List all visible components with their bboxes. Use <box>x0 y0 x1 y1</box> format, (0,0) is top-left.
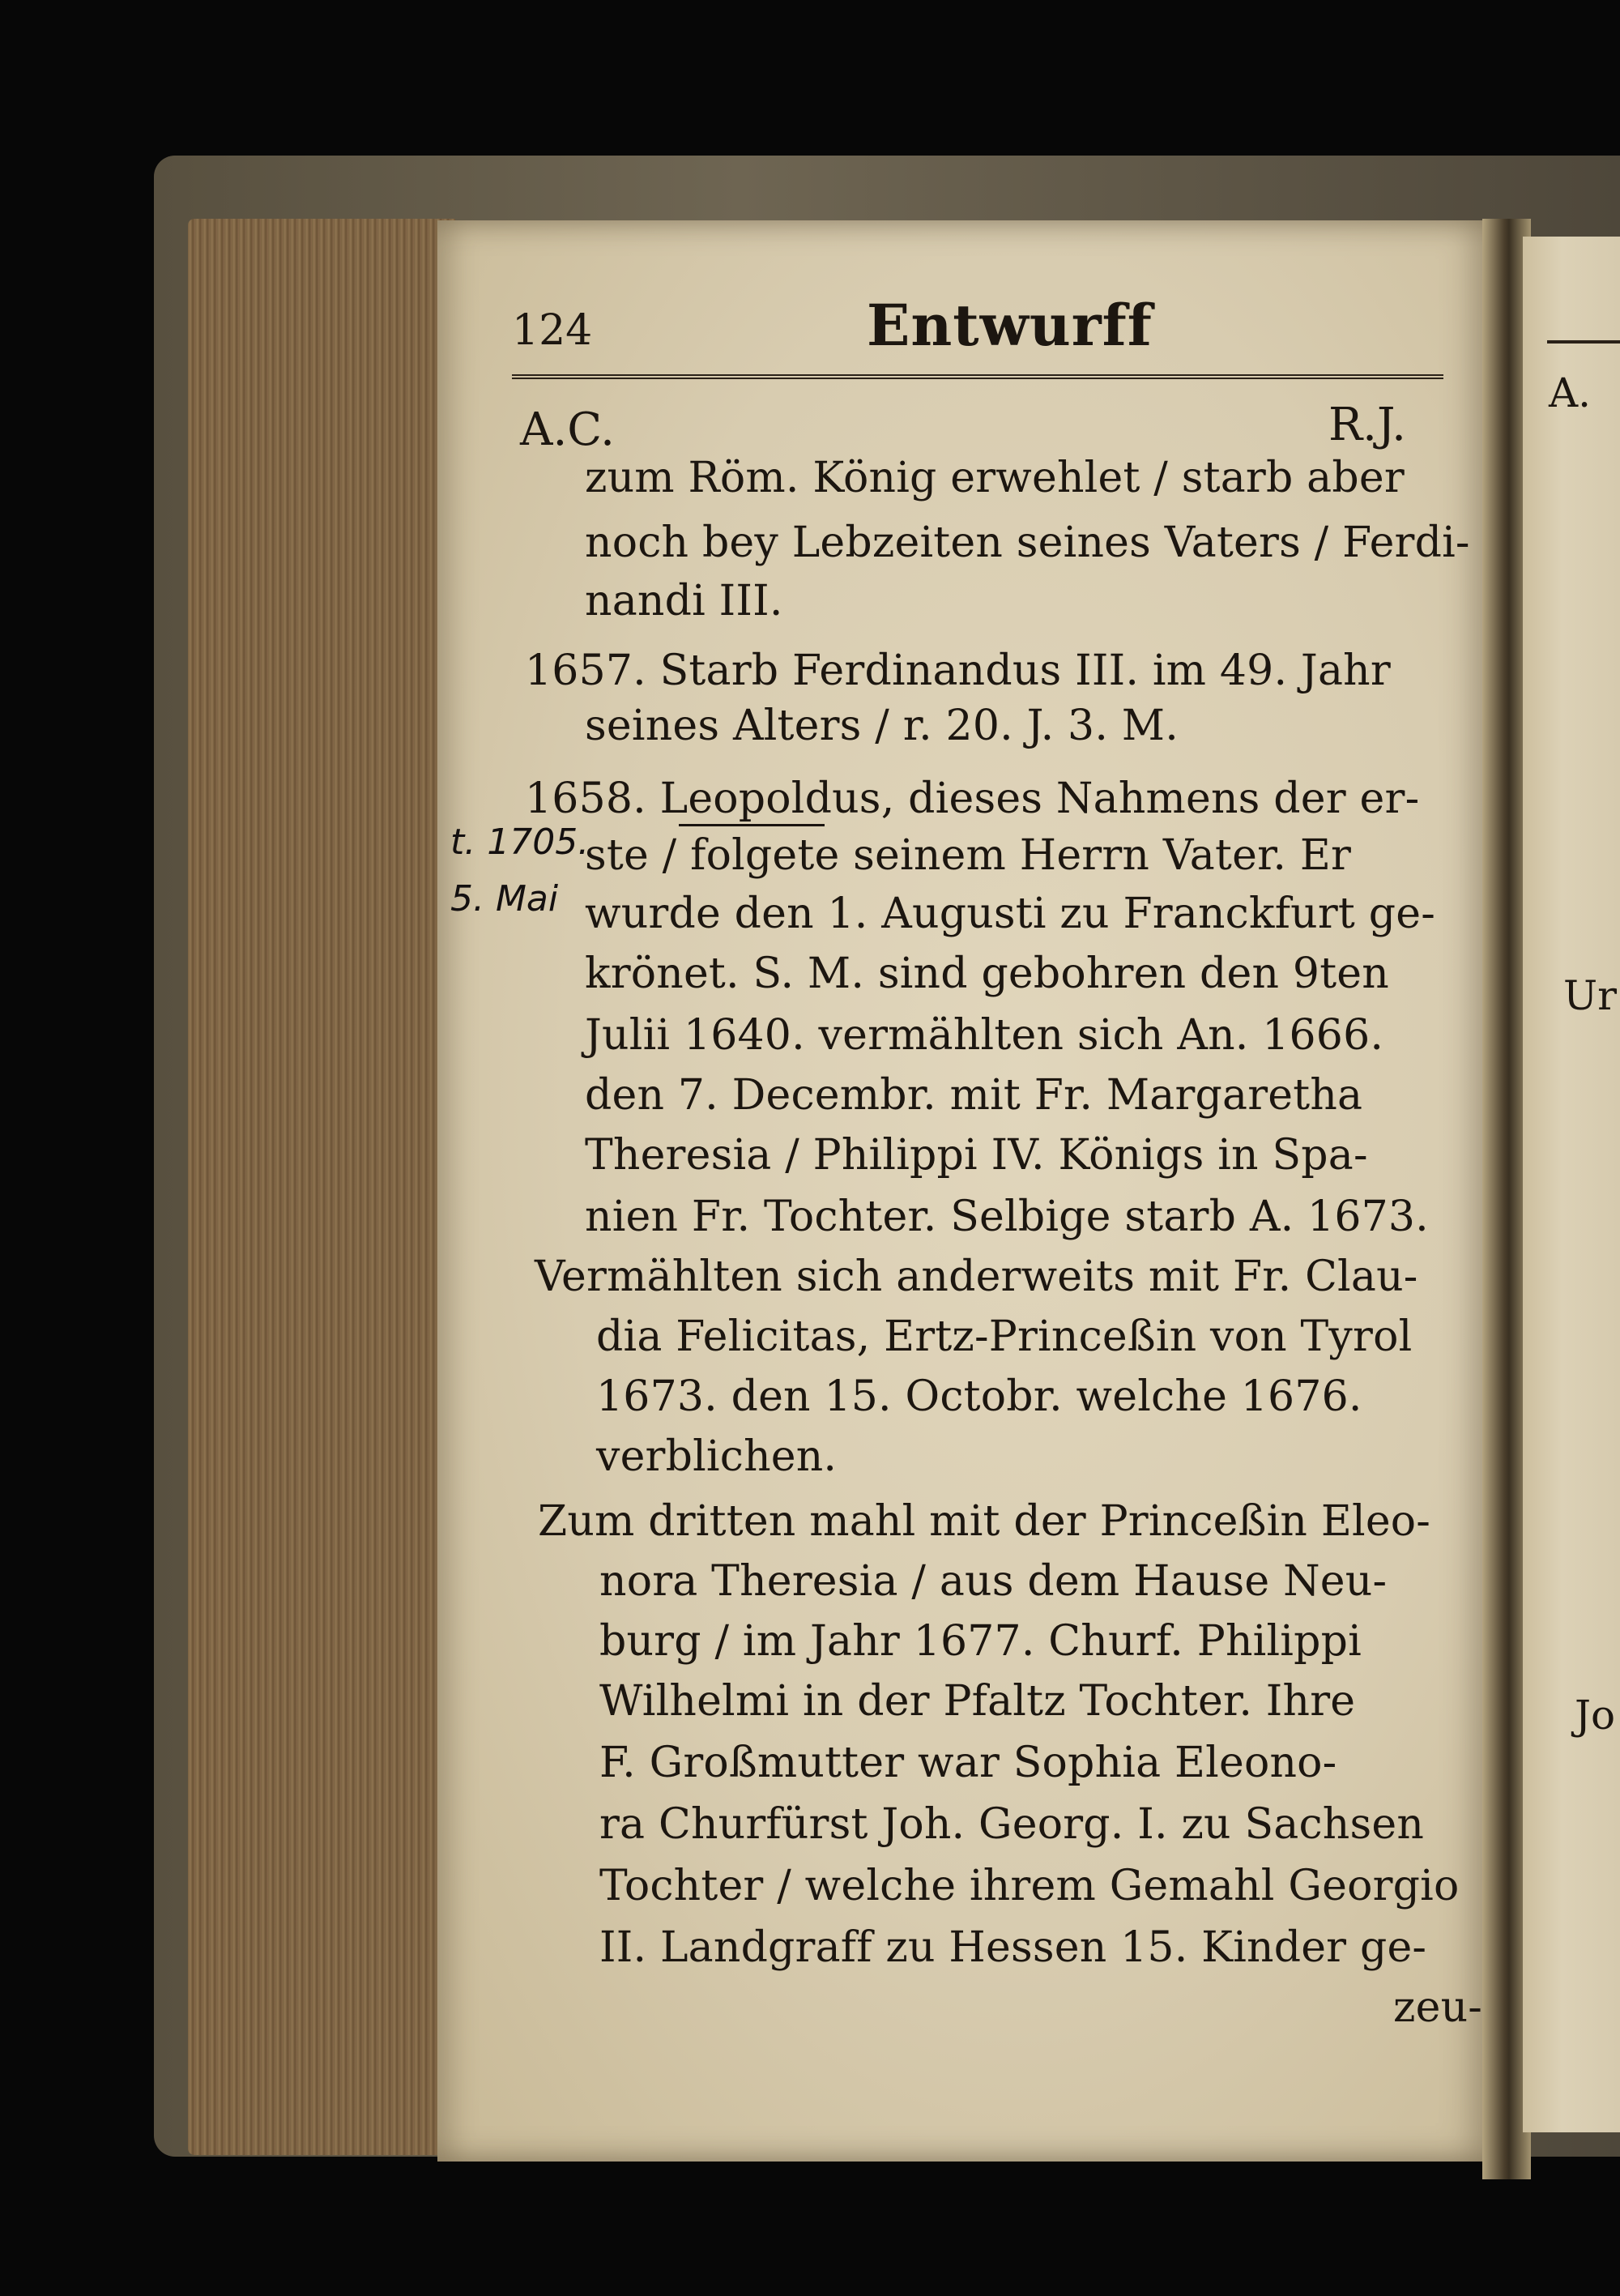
body-line: Julii 1640. vermählten sich An. 1666. <box>585 1011 1384 1060</box>
right-page-fragment: Ur <box>1563 972 1618 1019</box>
body-line: Tochter / welche ihrem Gemahl Georgio <box>599 1862 1460 1910</box>
body-line: Wilhelmi in der Pfaltz Tochter. Ihre <box>599 1677 1356 1726</box>
body-line: Zum dritten mahl mit der Princeßin Eleo- <box>538 1497 1431 1546</box>
body-line: seines Alters / r. 20. J. 3. M. <box>585 702 1179 750</box>
right-page-fragment: A. <box>1549 369 1592 416</box>
body-line: ra Churfürst Joh. Georg. I. zu Sachsen <box>599 1800 1425 1849</box>
body-line: II. Landgraff zu Hessen 15. Kinder ge- <box>599 1923 1427 1972</box>
right-page <box>1523 237 1620 2132</box>
body-line: noch bey Lebzeiten seines Vaters / Ferdi- <box>585 519 1470 567</box>
body-line: nien Fr. Tochter. Selbige starb A. 1673. <box>585 1193 1429 1241</box>
body-line: dia Felicitas, Ertz-Princeßin von Tyrol <box>596 1312 1413 1361</box>
column-label-right: R.J. <box>1328 399 1406 451</box>
body-line: nora Theresia / aus dem Hause Neu- <box>599 1557 1388 1606</box>
body-line: krönet. S. M. sind gebohren den 9ten <box>585 950 1389 998</box>
header-rule <box>512 374 1443 379</box>
right-page-rule <box>1547 340 1620 344</box>
margin-note-line: t. 1705. <box>450 822 590 863</box>
body-line: verblichen. <box>596 1432 838 1481</box>
right-page-fragment: Jo <box>1575 1692 1616 1739</box>
body-line: zeu- <box>1393 1983 1483 2032</box>
body-line: ste / folgete seinem Herrn Vater. Er <box>585 831 1352 880</box>
page-edges <box>188 219 455 2155</box>
column-label-left: A.C. <box>520 403 615 456</box>
body-line: nandi III. <box>585 577 783 625</box>
body-line: F. Großmutter war Sophia Eleono- <box>599 1739 1337 1787</box>
body-line: 1657. Starb Ferdinandus III. im 49. Jahr <box>525 647 1391 695</box>
body-line: Theresia / Philippi IV. Königs in Spa- <box>585 1131 1368 1180</box>
body-line: 1673. den 15. Octobr. welche 1676. <box>596 1372 1362 1421</box>
page-number: 124 <box>512 306 593 355</box>
body-line: zum Röm. König erwehlet / starb aber <box>585 454 1405 502</box>
body-line: den 7. Decembr. mit Fr. Margaretha <box>585 1071 1363 1120</box>
body-line: wurde den 1. Augusti zu Franckfurt ge- <box>585 890 1435 938</box>
ink-underline <box>679 824 825 826</box>
body-line: burg / im Jahr 1677. Churf. Philippi <box>599 1617 1362 1666</box>
margin-note-line: 5. Mai <box>450 878 559 920</box>
running-title: Entwurff <box>867 292 1153 359</box>
body-line: 1658. Leopoldus, dieses Nahmens der er- <box>525 775 1420 823</box>
body-line: Vermählten sich anderweits mit Fr. Clau- <box>535 1253 1418 1301</box>
